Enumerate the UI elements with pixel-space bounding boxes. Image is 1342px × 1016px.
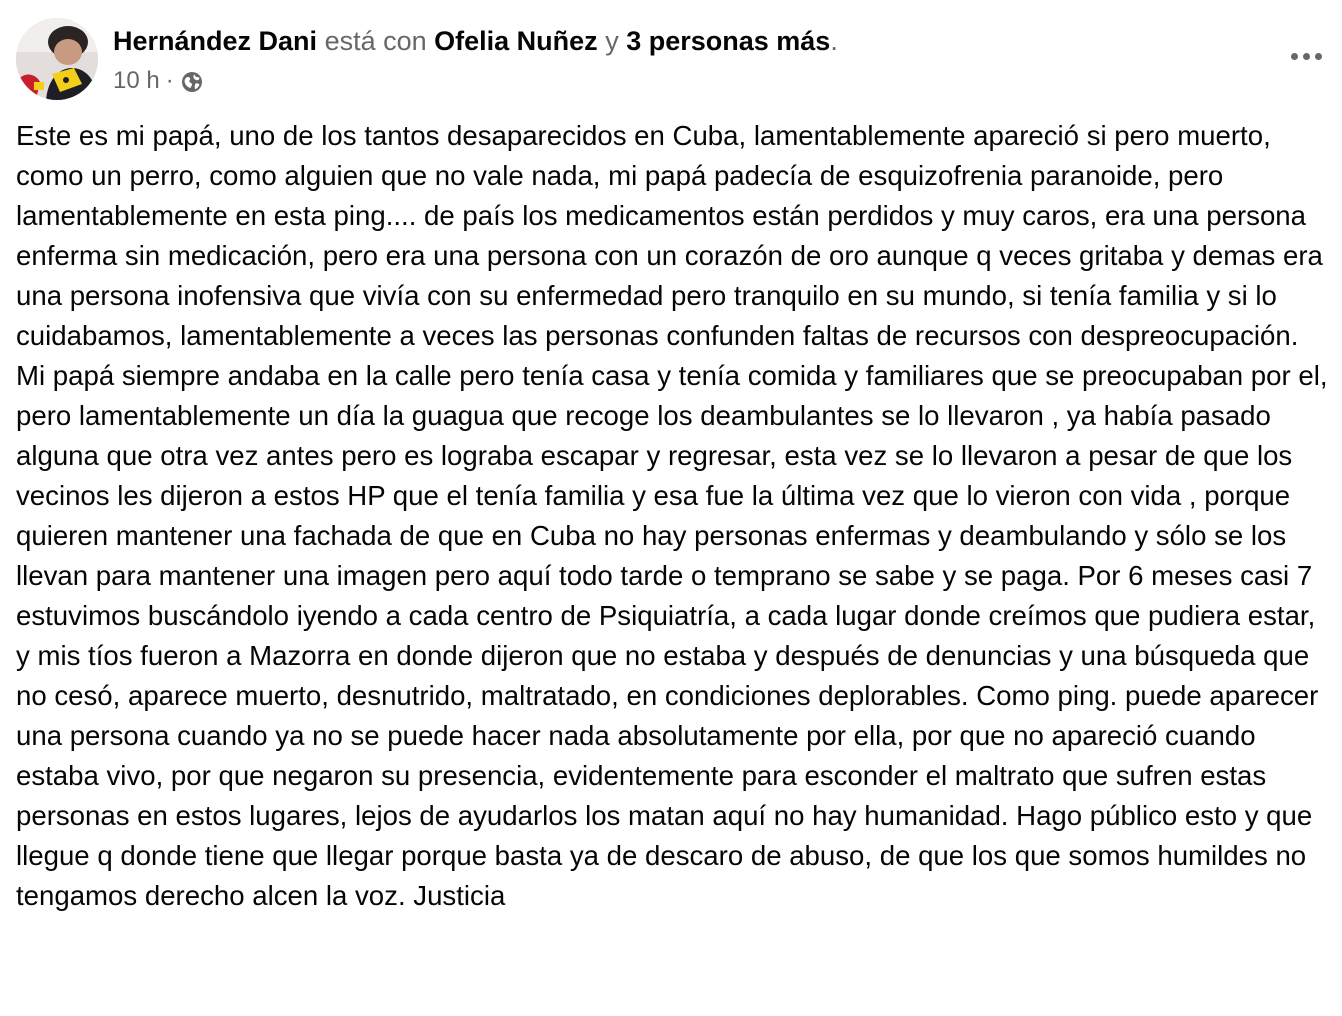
meta-separator: · <box>165 67 174 94</box>
author-line <box>113 25 838 57</box>
period-text: . <box>830 26 838 56</box>
and-text: y <box>605 26 619 56</box>
timestamp-link[interactable]: 10 h <box>113 67 160 94</box>
post-header <box>16 18 1326 102</box>
others-link[interactable]: 3 personas más <box>626 26 831 56</box>
globe-icon[interactable] <box>180 70 204 94</box>
author-name-link[interactable]: Hernández Dani <box>113 26 318 56</box>
avatar-image <box>16 18 98 100</box>
post-meta <box>113 66 204 96</box>
post-body-text: Este es mi papá, uno de los tantos desaparecidos en Cuba, lamentablemente apareció si pero muerto, como un perro, como alguien que no vale nada, mi papá padecía de esquizofrenia paranoide, pero lamentablemente en esta ping.... de país los medicamentos están perdidos y muy caros, era una persona enferma sin medicación, pero era una persona con un corazón de oro aunque q veces gritaba y demas era una persona inofensiva que vivía con su enfermedad pero tranquilo en su mundo, si tenía familia y si lo cuidabamos, lamentablemente a veces las personas confunden faltas de recursos con despreocupación. Mi papá siempre andaba en la calle pero tenía casa y tenía comida y familiares que se preocupaban por el, pero lamentablemente un día la guagua que recoge los deambulantes se lo llevaron , ya había pasado alguna que otra vez antes pero es lograba escapar y regresar, esta vez se lo llevaron a pesar de que los vecinos les dijeron a estos HP que el tenía familia y esa fue la última vez que lo vieron con vida , porque quieren mantener una fachada de que en Cuba no hay personas enfermas y deambulando y sólo se los llevan para mantener una imagen pero aquí todo tarde o temprano se sabe y se paga. Por 6 meses casi 7 estuvimos buscándolo iyendo a cada centro de Psiquiatría, a cada lugar donde creímos que pudiera estar, y mis tíos fueron a Mazorra en donde dijeron que no estaba y después de denuncias y una búsqueda que no cesó, aparece muerto, desnutrido, maltratado, en condiciones deplorables. Como ping. puede aparecer una persona cuando ya no se puede hacer nada absolutamente por ella, por que no apareció cuando estaba vivo, por que negaron su presencia, evidentemente para esconder el maltrato que sufren estas personas en estos lugares, lejos de ayudarlos los matan aquí no hay humanidad. Hago público esto y que llegue q donde tiene que llegar porque basta ya de descaro de abuso, de que los que somos humildes no tengamos derecho alcen la voz. Justicia <box>16 120 1336 911</box>
tagged-person-link[interactable]: Ofelia Nuñez <box>434 26 598 56</box>
more-horizontal-icon <box>1291 53 1322 60</box>
author-avatar[interactable] <box>16 18 98 100</box>
with-text: está con <box>324 26 427 56</box>
more-options-button[interactable] <box>1286 40 1326 72</box>
